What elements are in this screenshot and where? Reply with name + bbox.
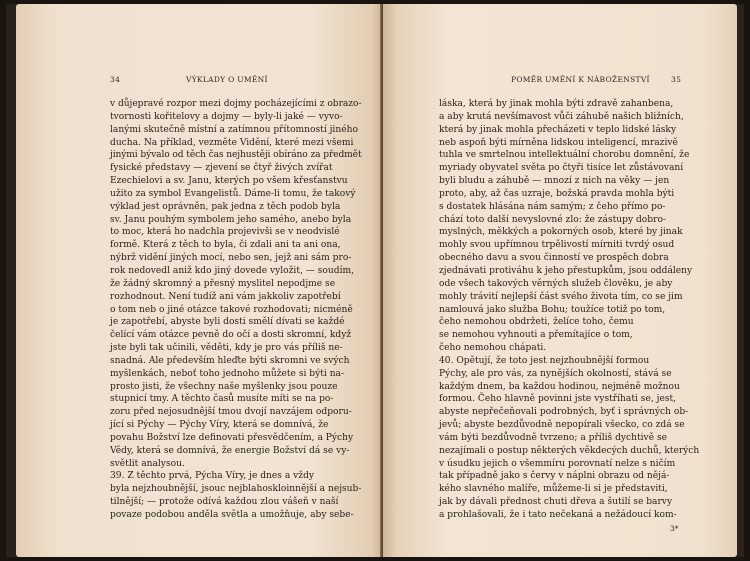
text-line: výklad jest oprávněn, pak jedna z těch podob byla <box>110 201 341 212</box>
text-line: v důjepravé rozpor mezi dojmy pocházejícími z obrazo- <box>110 99 362 109</box>
text-line: tak případně jako s červy v náplni obrazu od nějá- <box>439 471 670 482</box>
text-line: 39. Z těchto prvá, Pýcha Víry, je dnes a vždy <box>110 471 315 482</box>
text-line: nezajímali o postup některých věkdecých duchů, kterých <box>439 445 700 456</box>
left-running-head: VÝKLADY O UMĚNÍ <box>186 75 268 84</box>
text-line: tilnější; — protože odívá každou zlou vášeň v naší <box>110 497 339 508</box>
open-book <box>6 4 744 557</box>
text-line: jste byli tak učinili, věděti, kdy je pro vás příliš ne- <box>110 343 343 354</box>
text-line: stupnicí tmy. A těchto časů musíte míti se na po- <box>110 394 334 405</box>
left-page <box>16 4 383 557</box>
text-line: zoru před nejosudnější tmou dvojí navzájem odporu- <box>110 407 352 418</box>
text-line: to moc, která ho nadchla projevivši se v neodvislé <box>110 227 340 238</box>
text-line: lanými skutečně místní a zatímnou přítomností jiného <box>110 124 358 135</box>
text-line: jící si Pýchy — Pýchy Víry, která se domnívá, že <box>110 420 329 431</box>
text-line: formě. Která z těch to byla, či zdali ani ta ani ona, <box>110 240 341 251</box>
text-line: Vědy, která se domnívá, že energie Božství dá se vy- <box>110 445 350 456</box>
text-line: byla nejzhoubnější, jsouc nejblahoskloinnější a nejsub- <box>110 484 362 495</box>
text-line: myslných, měkkých a pokorných osob, které by jinak <box>439 227 683 238</box>
text-line: ode všech takových věrných služeb člověku, je aby <box>439 278 673 289</box>
text-line: formou. Čeho hlavně povinni jste vystříhati se, jest, <box>439 394 677 405</box>
right-page <box>383 4 737 557</box>
text-line: světlit analysou. <box>110 458 185 469</box>
left-page-body <box>110 98 362 522</box>
text-line: ducha. Na příklad, vezměte Vidění, které mezi všemi <box>110 137 354 148</box>
text-line: abyste nepřečeňovali podrobných, byť i správných ob- <box>439 407 689 418</box>
text-line: jevů; abyste bezdůvodně nepopírali všecko, co zdá se <box>439 420 685 431</box>
left-page-number: 34 <box>110 75 121 84</box>
text-line: s dostatek hlásána nám samým; z čeho přímo po- <box>439 201 666 212</box>
text-line: užito za symbol Evangelistů. Dáme-li tomu, že takový <box>110 188 356 199</box>
text-line: jak by dávali přednost chuti dřeva a šutilí se barvy <box>439 497 673 508</box>
text-line: vám býti bezdůvodně tvrzeno; a příliš dychtivě se <box>439 432 668 443</box>
text-line: povaze podobou anděla světla a umožňuje, aby sebe- <box>110 510 354 520</box>
text-line: tvornosti kořitelovy a dojmy — byly-li jaké — vyvo- <box>110 111 343 122</box>
text-line: čelící vám otázce pevně do očí a dosti skromní, když <box>110 330 352 341</box>
text-line: byli bludu a záhubě — mnozí z nich na věky — jen <box>439 176 670 187</box>
right-running-head: POMĚR UMĚNÍ K NÁBOŽENSTVÍ <box>511 75 650 84</box>
text-line: Ezechielovi a sv. Janu, kterých po všem křesťanstvu <box>110 176 348 187</box>
text-line: a prohlašovali, že i tato nečekaná a nežádoucí kom- <box>439 510 677 520</box>
text-line: rozhodnout. Není tudíž ani vám jakkoliv zapotřebí <box>110 291 341 302</box>
text-line: láska, která by jinak mohla býti zdravě zahanbena, <box>439 99 674 109</box>
text-line: mohly trávití nejlepší část svého života tím, co se jim <box>439 291 683 302</box>
right-page-number: 35 <box>671 75 682 84</box>
text-line: že žádný skromný a přesný myslitel nepodjme se <box>110 278 336 289</box>
right-page-body <box>439 98 699 522</box>
text-line: rok nedovedl aniž kdo jiný dovede vyložit, — soudím, <box>110 265 355 276</box>
signature-mark: 3* <box>670 524 679 533</box>
text-line: 40. Opětují, že toto jest nejzhoubnější formou <box>439 355 650 366</box>
text-line: se nemohou vyhnouti a přemítajíce o tom, <box>439 330 633 341</box>
text-line: myšlenkách, neboť toho jednoho můžete si býti na- <box>110 368 345 379</box>
text-line: která by jinak mohla přecházeti v teplo lidské lásky <box>439 124 677 135</box>
text-line: čeho nemohou chápati. <box>439 343 547 354</box>
text-line: proto, aby, až čas uzraje, božská pravda mohla býti <box>439 188 675 199</box>
text-line: chází toto další nevyslovné zlo: že zástupy dobro- <box>439 214 667 225</box>
text-line: zjednávati protiváhu k jeho přestupkům, jsou oddáleny <box>439 265 693 276</box>
text-line: nýbrž vidění jiných mocí, nebo sen, jejž ani sám pro- <box>110 253 352 264</box>
text-line: snadná. Ale především hleďte býti skromni ve svých <box>110 355 350 366</box>
text-line: a aby krutá nevšímavost vůči záhubě našich bližních, <box>439 111 684 122</box>
text-line: jinými bývalo od těch čas nejhustěji obíráno za předmět <box>110 150 362 161</box>
text-line: prosto jisti, že všechny naše myšlenky jsou pouze <box>110 381 338 392</box>
text-line: každým dnem, ba každou hodinou, nejméně možnou <box>439 381 680 392</box>
text-line: o tom neb o jiné otázce takové rozhodovati; nicméně <box>110 304 353 315</box>
text-line: povahu Božství lze definovati přesvědčením, a Pýchy <box>110 432 354 443</box>
text-line: namlouvá jako služba Bohu; toužíce totiž po tom, <box>439 304 666 315</box>
text-line: mohly svou upřímnou trpělivostí mírniti tvrdý osud <box>439 240 675 251</box>
text-line: fysické představy — zjevení se čtyř živých zvířat <box>110 163 333 174</box>
text-line: Pýchy, ale pro vás, za nynějších okolností, stává se <box>439 368 672 379</box>
text-line: obecného davu a svou činností ve prospěch dobra <box>439 253 669 264</box>
text-line: čeho nemohou obdržeti, želíce toho, čemu <box>439 317 634 328</box>
text-line: v úsudku jejich o všemmíru porovnatí nelze s ničím <box>439 458 676 469</box>
text-line: neb aspoň býti mírněna lidskou inteligencí, mrazivě <box>439 137 678 148</box>
text-line: myriady obyvatel světa po čtyři tisíce let zůstávovaní <box>439 163 684 174</box>
text-line: sv. Janu pouhým symbolem jeho samého, anebo byla <box>110 214 352 225</box>
text-line: tuhla ve smrtelnou intellektuální chorobu domnění, že <box>439 150 690 161</box>
text-line: kého slavného malíře, můžeme-li si je představiti, <box>439 484 668 495</box>
text-line: je zapotřebí, abyste byli dosti smělí dívati se každé <box>110 317 345 328</box>
